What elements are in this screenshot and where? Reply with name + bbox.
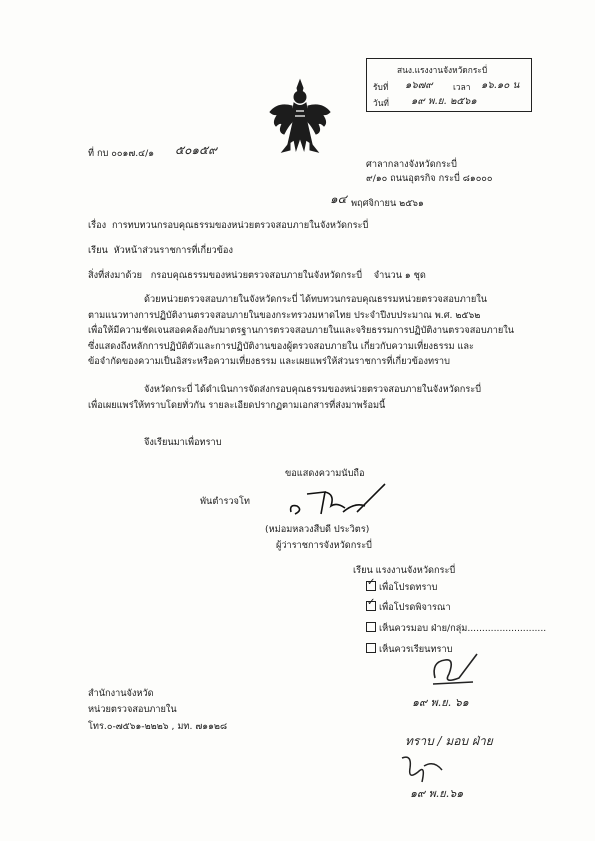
subject-line xyxy=(88,220,368,232)
body-line: จังหวัดกระบี่ ได้ดำเนินการจัดส่งกรอบคุณธรรมของหน่วยตรวจสอบภายในจังหวัดกระบี่ xyxy=(144,384,482,395)
routing-option-label: เพื่อโปรดพิจารณา xyxy=(379,602,451,613)
closing-sentence: จึงเรียนมาเพื่อทราบ xyxy=(144,437,222,448)
handwritten-instruction: ทราบ / มอบ ฝ่าย xyxy=(405,734,493,748)
receipt-stamp xyxy=(366,58,532,112)
garuda-emblem-icon xyxy=(266,78,334,158)
body-line: ด้วยหน่วยตรวจสอบภายในจังหวัดกระบี่ ได้ทบทวนกรอบคุณธรรมหน่วยตรวจสอบภายใน xyxy=(144,294,488,305)
issuer-office: ศาลากลางจังหวัดกระบี่ xyxy=(366,159,457,170)
handwritten-date-1: ๑๙ พ.ย. ๖๑ xyxy=(412,696,469,709)
routing-option-label: เห็นควรเรียนทราบ xyxy=(379,644,453,655)
body-line: เพื่อให้มีความชัดเจนสอดคล้องกับมาตรฐานการตรวจสอบภายในและจริยธรรมการปฏิบัติงานตรวจสอบภายใน xyxy=(88,325,515,336)
issuer-address: ๙/๑๐ ถนนอุตรกิจ กระบี่ ๘๑๐๐๐ xyxy=(366,173,493,184)
checkbox-checked-icon xyxy=(366,581,376,591)
stamp-date-label: วันที่ xyxy=(373,98,389,108)
signer-position: ผู้ว่าราชการจังหวัดกระบี่ xyxy=(276,540,373,551)
footer-unit: หน่วยตรวจสอบภายใน xyxy=(88,704,177,715)
body-line: ข้อจำกัดของความเป็นอิสระหรือความเที่ยงธรรม และเผยแพร่ให้ส่วนราชการที่เกี่ยวข้องทราบ xyxy=(88,356,450,367)
subject-label: เรื่อง xyxy=(88,220,107,231)
routing-option-3 xyxy=(366,622,546,635)
checkbox-empty-icon xyxy=(366,643,376,653)
body-paragraph-2 xyxy=(88,382,548,413)
reference-number-handwritten: ๕๐๑๕๙ xyxy=(175,143,217,157)
routing-option-label: เพื่อโปรดทราบ xyxy=(379,582,438,593)
enclosure-line xyxy=(88,270,426,282)
document-date: พฤศจิกายน ๒๕๖๑ xyxy=(351,198,424,209)
signer-name: (หม่อมหลวงสืบดี ประวิตร) xyxy=(265,524,370,535)
stamp-time-val: ๑๖.๑๐ น xyxy=(481,80,520,91)
routing-addressee: เรียน แรงงานจังหวัดกระบี่ xyxy=(353,565,456,576)
enclosure-text: กรอบคุณธรรมของหน่วยตรวจสอบภายในจังหวัดกระบี่ xyxy=(150,270,363,281)
signer-rank: พันตำรวจโท xyxy=(200,496,250,507)
handwritten-initial-icon xyxy=(398,752,448,786)
body-paragraph-1 xyxy=(88,292,548,370)
reference-number: ที่ กบ ๐๐๑๗.๔/๑ xyxy=(88,148,155,159)
signature-icon xyxy=(285,482,395,520)
enclosure-qty: จำนวน ๑ ชุด xyxy=(373,270,426,281)
subject-text: การทบทวนกรอบคุณธรรมของหน่วยตรวจสอบภายในจังหวัดกระบี่ xyxy=(111,220,369,231)
addressee-label: เรียน xyxy=(88,245,108,256)
routing-option-1 xyxy=(366,581,437,594)
stamp-recv-no: ๑๖๗๙ xyxy=(405,80,433,91)
body-line: ซึ่งแสดงถึงหลักการปฏิบัติตัวและการปฏิบัติงานของผู้ตรวจสอบภายใน เกี่ยวกับความเที่ยงธรรม และ xyxy=(88,340,474,352)
footer-office: สำนักงานจังหวัด xyxy=(88,688,154,699)
checkbox-empty-icon xyxy=(366,622,376,632)
date-day-handwritten: ๑๔ xyxy=(330,192,347,206)
footer-phone: โทร.๐-๗๕๖๑-๒๒๒๖ , มท. ๗๑๑๒๘ xyxy=(88,721,228,732)
routing-option-2 xyxy=(366,601,451,614)
body-line: เพื่อเผยแพร่ให้ทราบโดยทั่วกัน รายละเอียดปรากฏตามเอกสารที่ส่งมาพร้อมนี้ xyxy=(88,399,386,411)
addressee-text: หัวหน้าส่วนราชการที่เกี่ยวข้อง xyxy=(113,245,233,256)
stamp-office: สนง.แรงงานจังหวัดกระบี่ xyxy=(397,65,488,75)
handwritten-initial-icon xyxy=(425,648,485,690)
routing-option-label: เห็นควรมอบ ฝ่าย/กลุ่ม........................... xyxy=(379,623,547,634)
handwritten-date-2: ๑๙ พ.ย.๖๑ xyxy=(410,787,464,800)
stamp-recv-label: รับที่ xyxy=(373,82,389,92)
stamp-date-val: ๑๙ พ.ย. ๒๕๖๑ xyxy=(411,96,477,107)
complimentary-close: ขอแสดงความนับถือ xyxy=(285,468,365,479)
enclosure-label: สิ่งที่ส่งมาด้วย xyxy=(88,270,142,281)
body-line: ตามแนวทางการปฏิบัติงานตรวจสอบภายในของกระทรวงมหาดไทย ประจำปีงบประมาณ พ.ศ. ๒๕๖๒ xyxy=(88,309,481,321)
addressee-line xyxy=(88,245,233,257)
stamp-time-label: เวลา xyxy=(453,82,471,92)
checkbox-checked-icon xyxy=(366,601,376,611)
